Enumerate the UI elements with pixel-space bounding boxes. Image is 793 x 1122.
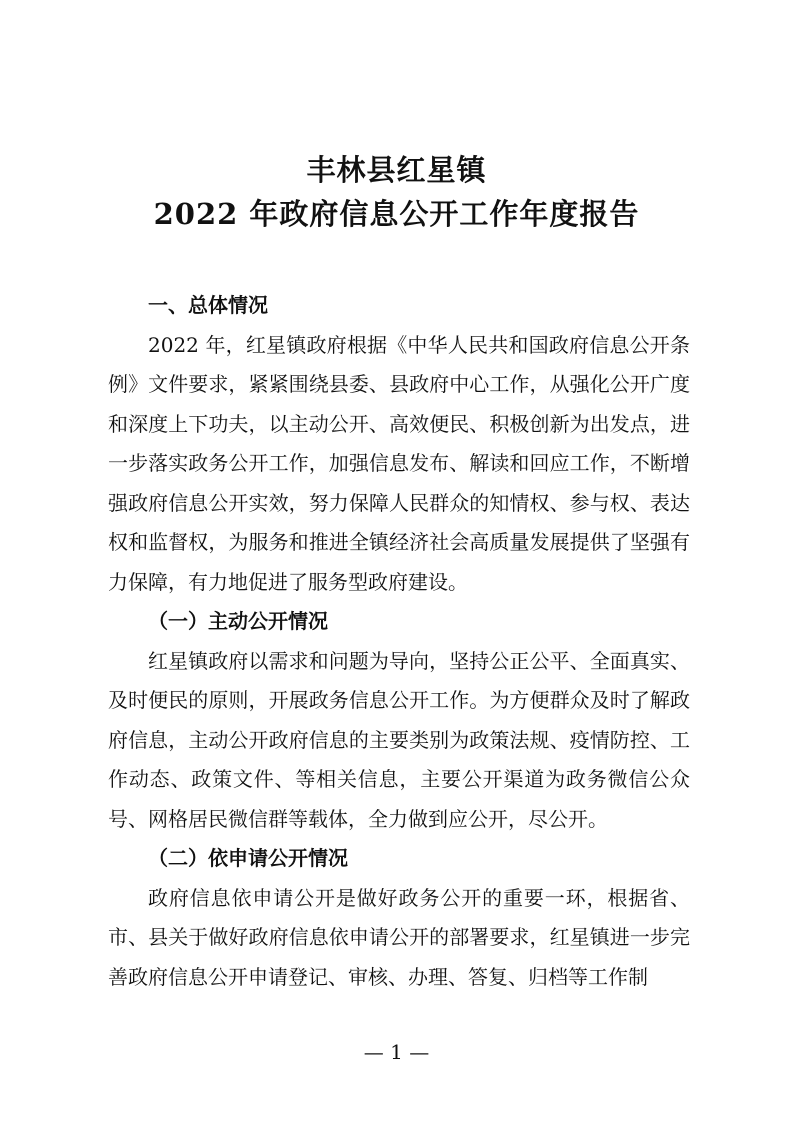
document-title-line1: 丰林县红星镇	[306, 153, 487, 187]
paragraph-overall: 2022 年，红星镇政府根据《中华人民共和国政府信息公开条例》文件要求，紧紧围绕县委、县政府中心工作，从强化公开广度和深度上下功夫，以主动公开、高效便民、积极创新为出发点，进一步落实政务公开工作，加强信息发布、解读和回应工作，不断增强政府信息公开实效，努力保障人民群众的知情权、参与权、表达权和监督权，为服务和推进全镇经济社会高质量发展提供了坚强有力保障，有力地促进了服务型政府建设。	[108, 332, 690, 594]
document-title-line2: 2022 年政府信息公开工作年度报告	[153, 197, 640, 231]
section-heading-application-disclosure: （二）依申请公开情况	[148, 846, 348, 870]
document-body	[108, 286, 690, 997]
paragraph-active-disclosure: 红星镇政府以需求和问题为导向，坚持公正公平、全面真实、及时便民的原则，开展政务信息公开工作。为方便群众及时了解政府信息，主动公开政府信息的主要类别为政策法规、疫情防控、工作动态、政策文件、等相关信息，主要公开渠道为政务微信公众号、网格居民微信群等载体，全力做到应公开，尽公开。	[108, 648, 690, 831]
page-number: — 1 —	[363, 1040, 430, 1064]
section-heading-overall: 一、总体情况	[148, 293, 268, 317]
section-heading-active-disclosure: （一）主动公开情况	[148, 609, 328, 633]
paragraph-application-disclosure: 政府信息依申请公开是做好政务公开的重要一环，根据省、市、县关于做好政府信息依申请公开的部署要求，红星镇进一步完善政府信息公开申请登记、审核、办理、答复、归档等工作制	[108, 885, 690, 989]
